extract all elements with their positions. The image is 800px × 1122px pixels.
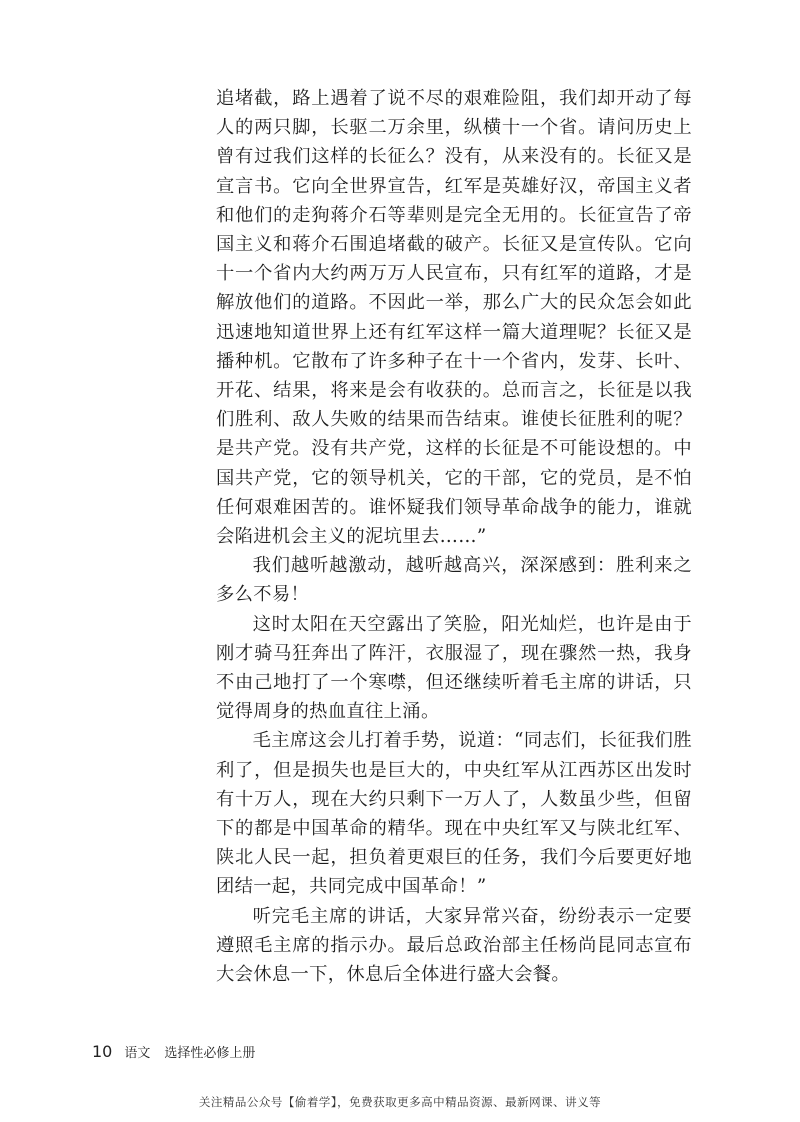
book-volume: 选择性必修上册 <box>164 1046 256 1061</box>
paragraph-4: 毛主席这会儿打着手势，说道：“同志们，长征我们胜利了，但是损失也是巨大的，中央红军从江西苏区出发时有十万人，现在大约只剩下一万人了，人数虽少些，但留下的都是中国革命的精华。现在中央红军又与陕北红军、陕北人民一起，担负着更艰巨的任务，我们今后要更好地团结一起，共同完成中国革命！” <box>216 730 692 898</box>
paragraph-3: 这时太阳在天空露出了笑脸，阳光灿烂，也许是由于刚才骑马狂奔出了阵汗，衣服湿了，现在骤然一热，我身不由己地打了一个寒噤，但还继续听着毛主席的讲话，只觉得周身的热血直往上涌。 <box>216 613 692 723</box>
page-footer <box>92 1042 255 1064</box>
promo-banner-text: 关注精品公众号【偷着学】，免费获取更多高中精品资源、最新网课、讲义等 <box>198 1095 602 1109</box>
book-subject: 语文 <box>124 1046 151 1061</box>
article-body <box>216 84 692 989</box>
paragraph-1: 追堵截，路上遇着了说不尽的艰难险阻，我们却开动了每人的两只脚，长驱二万余里，纵横十一个省。请问历史上曾有过我们这样的长征么？没有，从来没有的。长征又是宣言书。它向全世界宣告，红军是英雄好汉，帝国主义者和他们的走狗蒋介石等辈则是完全无用的。长征宣告了帝国主义和蒋介石围追堵截的破产。长征又是宣传队。它向十一个省内大约两万万人民宣布，只有红军的道路，才是解放他们的道路。不因此一举，那么广大的民众怎会如此迅速地知道世界上还有红军这样一篇大道理呢？长征又是播种机。它散布了许多种子在十一个省内，发芽、长叶、开花、结果，将来是会有收获的。总而言之，长征是以我们胜利、敌人失败的结果而告结束。谁使长征胜利的呢？是共产党。没有共产党，这样的长征是不可能设想的。中国共产党，它的领导机关，它的干部，它的党员，是不怕任何艰难困苦的。谁怀疑我们领导革命战争的能力，谁就会陷进机会主义的泥坑里去……” <box>216 88 692 548</box>
paragraph-2: 我们越听越激动，越听越高兴，深深感到：胜利来之多么不易！ <box>216 555 692 606</box>
page-number: 10 <box>92 1042 113 1061</box>
paragraph-5: 听完毛主席的讲话，大家异常兴奋，纷纷表示一定要遵照毛主席的指示办。最后总政治部主任杨尚昆同志宣布大会休息一下，休息后全体进行盛大会餐。 <box>216 905 692 986</box>
